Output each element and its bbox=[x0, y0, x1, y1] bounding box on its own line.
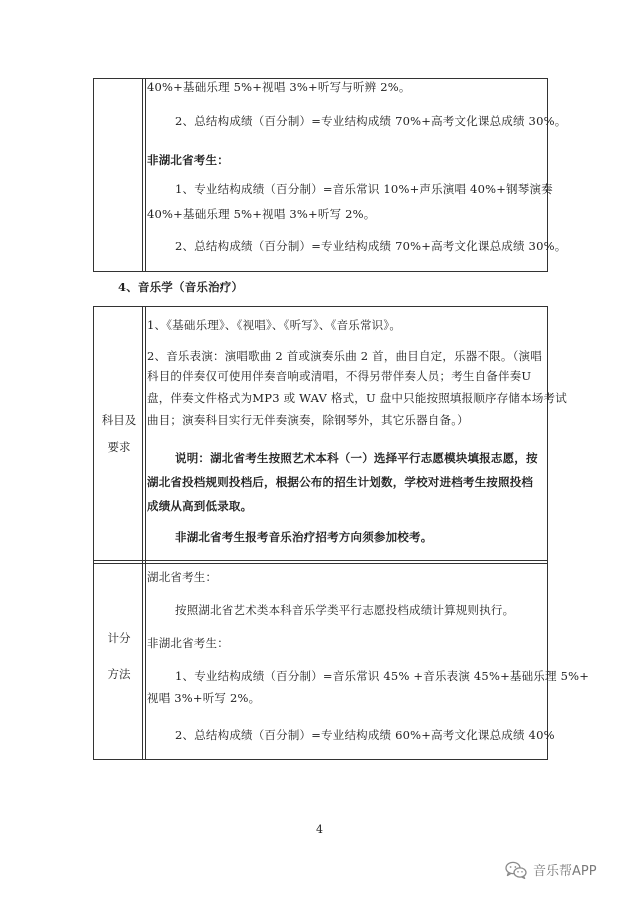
row-label-scoring: 方法 bbox=[107, 667, 131, 681]
non-hubei-heading: 非湖北省考生： bbox=[147, 153, 229, 167]
column-divider bbox=[145, 307, 146, 759]
text-line: 40%+基础乐理 5%+视唱 3%+听写 2%。 bbox=[147, 207, 376, 221]
text-line: 科目的伴奏仅可使用伴奏音响或清唱，不得另带伴奏人员；考生自备伴奏U bbox=[147, 369, 532, 383]
row-divider bbox=[94, 560, 547, 561]
text-line: 非湖北省考生： bbox=[147, 636, 229, 650]
text-line: 1、《基础乐理》、《视唱》、《听写》、《音乐常识》。 bbox=[147, 318, 402, 332]
row-label-subjects: 要求 bbox=[107, 440, 131, 454]
row-label-subjects: 科目及 bbox=[101, 413, 137, 427]
column-divider bbox=[142, 307, 143, 759]
text-line: 2、总结构成绩（百分制）=专业结构成绩 60%+高考文化课总成绩 40% bbox=[175, 728, 555, 742]
text-line: 1、专业结构成绩（百分制）=音乐常识 10%+声乐演唱 40%+钢琴演奏 bbox=[175, 182, 553, 196]
note-line: 湖北省投档规则投档后，根据公布的招生计划数，学校对进档考生按照投档 bbox=[147, 475, 534, 489]
wechat-icon bbox=[505, 861, 527, 879]
text-line: 盘，伴奏文件格式为MP3 或 WAV 格式，U 盘中只能按照填报顺序存储本场考试 bbox=[147, 391, 567, 405]
text-line: 40%+基础乐理 5%+视唱 3%+听写与听辨 2%。 bbox=[147, 80, 411, 94]
text-line: 视唱 3%+听写 2%。 bbox=[147, 691, 261, 705]
section-heading: 4、音乐学（音乐治疗） bbox=[118, 280, 244, 294]
page-number: 4 bbox=[316, 823, 323, 836]
column-divider bbox=[145, 79, 146, 271]
text-line: 湖北省考生： bbox=[147, 570, 218, 584]
note-line: 成绩从高到低录取。 bbox=[147, 499, 253, 513]
column-divider bbox=[142, 79, 143, 271]
text-line: 1、专业结构成绩（百分制）=音乐常识 45% +音乐表演 45%+基础乐理 5%+ bbox=[175, 669, 590, 683]
row-divider bbox=[94, 563, 547, 564]
watermark bbox=[505, 860, 597, 879]
text-line: 曲目；演奏科目实行无伴奏演奏，除钢琴外，其它乐器自备。） bbox=[147, 413, 469, 427]
row-label-scoring: 计分 bbox=[107, 631, 131, 645]
note-line: 非湖北省考生报考音乐治疗招考方向须参加校考。 bbox=[175, 530, 433, 544]
text-line: 2、音乐表演：演唱歌曲 2 首或演奏乐曲 2 首，曲目自定，乐器不限。（演唱 bbox=[147, 349, 542, 363]
note-line: 说明：湖北省考生按照艺术本科（一）选择平行志愿模块填报志愿，按 bbox=[175, 451, 538, 465]
text-line: 按照湖北省艺术类本科音乐学类平行志愿投档成绩计算规则执行。 bbox=[175, 603, 515, 617]
text-line: 2、总结构成绩（百分制）=专业结构成绩 70%+高考文化课总成绩 30%。 bbox=[175, 114, 567, 128]
watermark-text: 音乐帮APP bbox=[533, 864, 597, 879]
text-line: 2、总结构成绩（百分制）=专业结构成绩 70%+高考文化课总成绩 30%。 bbox=[175, 239, 567, 253]
